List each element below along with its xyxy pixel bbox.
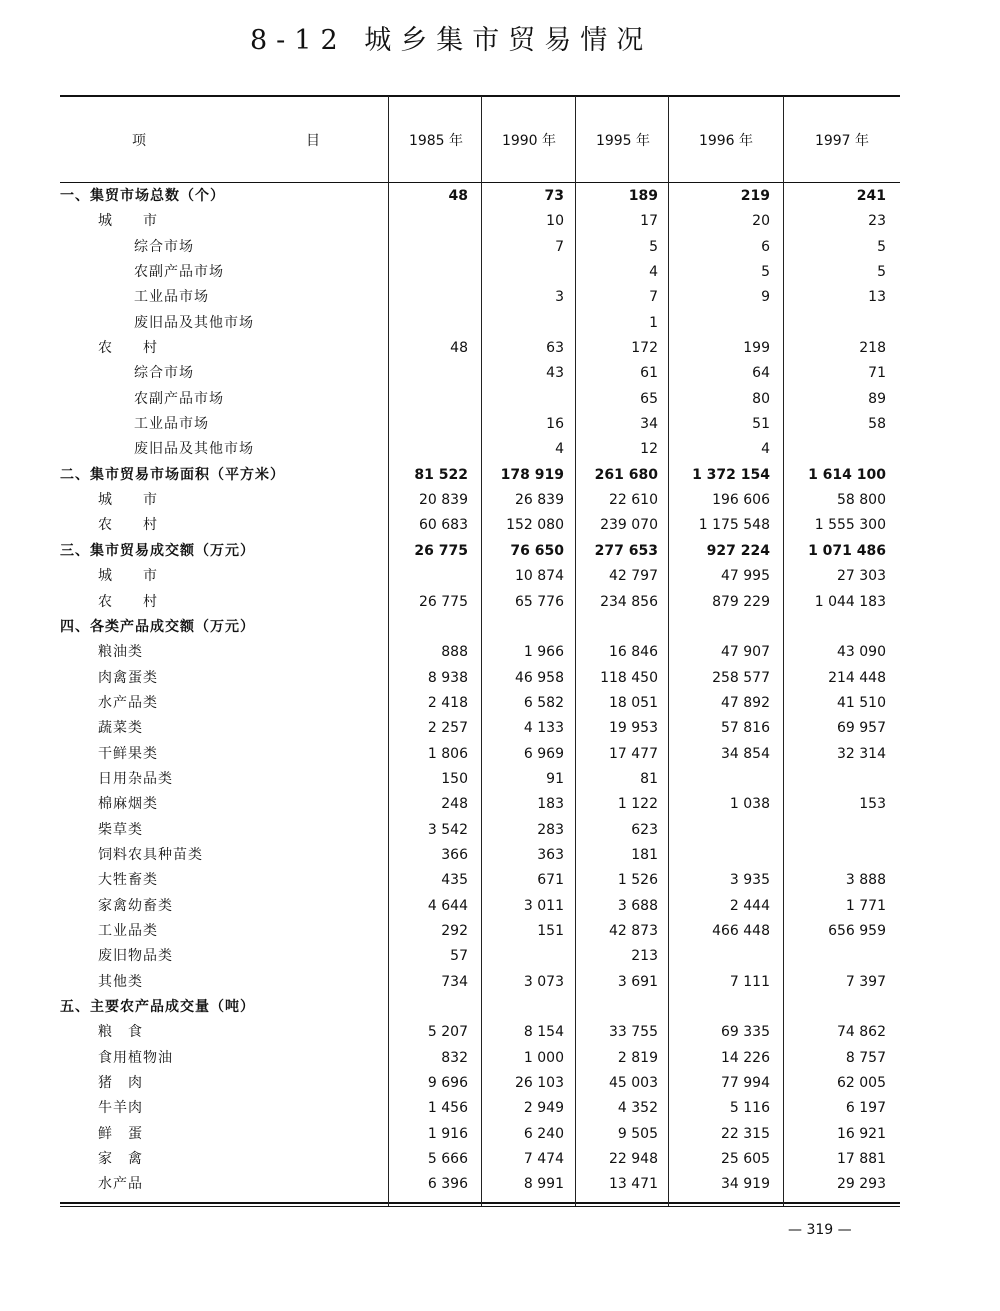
table-row xyxy=(60,1020,900,1045)
row-value: 1 526 xyxy=(617,872,658,889)
row-value: 151 xyxy=(537,922,564,939)
table-row xyxy=(60,336,900,361)
header-item-right: 目 xyxy=(306,133,320,149)
row-label: 二、集市贸易市场面积（平方米） xyxy=(60,466,285,483)
row-value: 13 xyxy=(868,289,886,306)
table-row xyxy=(60,919,900,944)
row-value: 5 666 xyxy=(427,1151,468,1168)
row-value: 213 xyxy=(631,948,658,965)
table-row xyxy=(60,513,900,538)
row-label: 鲜 蛋 xyxy=(98,1125,143,1142)
row-label: 城 市 xyxy=(98,568,158,585)
row-value: 5 207 xyxy=(427,1024,468,1041)
row-value: 435 xyxy=(441,872,468,889)
table-row xyxy=(60,944,900,969)
row-value: 26 775 xyxy=(414,542,468,559)
table-header-rule xyxy=(60,182,900,183)
year-header-1997: 1997 年 xyxy=(814,133,870,149)
row-value: 9 696 xyxy=(427,1075,468,1092)
row-value: 13 471 xyxy=(609,1176,658,1193)
row-label: 综合市场 xyxy=(134,238,194,255)
row-value: 34 854 xyxy=(721,745,770,762)
row-label: 城 市 xyxy=(98,213,158,230)
row-value: 734 xyxy=(441,973,468,990)
table-row xyxy=(60,666,900,691)
table-body xyxy=(60,184,900,1198)
row-value: 258 577 xyxy=(712,669,770,686)
row-value: 5 xyxy=(649,238,658,255)
year-header-1996: 1996 年 xyxy=(698,133,754,149)
table-row xyxy=(60,1122,900,1147)
row-value: 74 862 xyxy=(837,1024,886,1041)
row-label: 家 禽 xyxy=(98,1151,143,1168)
table-row xyxy=(60,1071,900,1096)
table-row xyxy=(60,285,900,310)
row-value: 5 xyxy=(877,264,886,281)
row-value: 1 806 xyxy=(427,745,468,762)
row-value: 248 xyxy=(441,796,468,813)
row-value: 62 005 xyxy=(837,1075,886,1092)
row-value: 363 xyxy=(537,846,564,863)
row-value: 5 xyxy=(761,264,770,281)
row-value: 65 xyxy=(640,390,658,407)
row-value: 17 477 xyxy=(609,745,658,762)
row-value: 4 xyxy=(649,264,658,281)
row-value: 6 240 xyxy=(523,1125,564,1142)
row-label: 猪 肉 xyxy=(98,1075,143,1092)
row-value: 22 315 xyxy=(721,1125,770,1142)
row-value: 2 819 xyxy=(617,1049,658,1066)
row-value: 1 xyxy=(649,314,658,331)
row-value: 623 xyxy=(631,821,658,838)
row-value: 214 448 xyxy=(828,669,886,686)
table-row xyxy=(60,260,900,285)
year-header-1985: 1985 年 xyxy=(408,133,464,149)
row-label: 其他类 xyxy=(98,973,143,990)
row-value: 63 xyxy=(546,340,564,357)
row-value: 1 038 xyxy=(729,796,770,813)
row-value: 46 958 xyxy=(515,669,564,686)
row-value: 4 133 xyxy=(523,720,564,737)
row-value: 6 969 xyxy=(523,745,564,762)
row-label: 蔬菜类 xyxy=(98,720,143,737)
row-label: 水产品类 xyxy=(98,694,158,711)
row-value: 3 888 xyxy=(845,872,886,889)
row-value: 26 103 xyxy=(515,1075,564,1092)
row-label: 工业品市场 xyxy=(134,416,209,433)
row-value: 9 xyxy=(761,289,770,306)
row-value: 34 xyxy=(640,416,658,433)
row-value: 1 456 xyxy=(427,1100,468,1117)
row-label: 农 村 xyxy=(98,340,158,357)
row-value: 888 xyxy=(441,644,468,661)
row-value: 4 352 xyxy=(617,1100,658,1117)
row-value: 3 688 xyxy=(617,897,658,914)
row-value: 1 555 300 xyxy=(814,517,886,534)
row-value: 3 073 xyxy=(523,973,564,990)
row-value: 1 071 486 xyxy=(808,542,886,559)
table-row xyxy=(60,742,900,767)
page-number: — 319 — xyxy=(788,1222,852,1238)
row-value: 64 xyxy=(752,365,770,382)
row-value: 65 776 xyxy=(515,593,564,610)
row-value: 9 505 xyxy=(617,1125,658,1142)
row-value: 1 771 xyxy=(845,897,886,914)
row-value: 45 003 xyxy=(609,1075,658,1092)
row-label: 农副产品市场 xyxy=(134,390,224,407)
table-row xyxy=(60,1172,900,1197)
row-value: 16 846 xyxy=(609,644,658,661)
row-value: 218 xyxy=(859,340,886,357)
row-value: 34 919 xyxy=(721,1176,770,1193)
row-value: 6 582 xyxy=(523,694,564,711)
row-value: 6 xyxy=(761,238,770,255)
row-value: 832 xyxy=(441,1049,468,1066)
row-value: 26 839 xyxy=(515,492,564,509)
row-value: 2 444 xyxy=(729,897,770,914)
row-value: 48 xyxy=(450,340,468,357)
row-value: 189 xyxy=(628,188,658,204)
row-label: 五、主要农产品成交量（吨） xyxy=(60,999,255,1015)
row-label: 三、集市贸易成交额（万元） xyxy=(60,542,255,559)
row-label: 农 村 xyxy=(98,517,158,534)
row-label: 一、集贸市场总数（个） xyxy=(60,188,225,204)
table-row xyxy=(60,412,900,437)
row-value: 261 680 xyxy=(594,466,658,483)
table-row xyxy=(60,463,900,488)
table-row xyxy=(60,970,900,995)
row-label: 肉禽蛋类 xyxy=(98,669,158,686)
row-value: 152 080 xyxy=(506,517,564,534)
row-value: 283 xyxy=(537,821,564,838)
row-value: 1 000 xyxy=(523,1049,564,1066)
row-value: 57 816 xyxy=(721,720,770,737)
row-label: 农 村 xyxy=(98,593,158,610)
table-row xyxy=(60,792,900,817)
table-row xyxy=(60,539,900,564)
row-value: 61 xyxy=(640,365,658,382)
table-row xyxy=(60,1096,900,1121)
row-value: 150 xyxy=(441,770,468,787)
table-row xyxy=(60,564,900,589)
row-value: 199 xyxy=(743,340,770,357)
row-value: 22 610 xyxy=(609,492,658,509)
table-row xyxy=(60,311,900,336)
row-value: 43 xyxy=(546,365,564,382)
table-row xyxy=(60,995,900,1020)
row-value: 2 257 xyxy=(427,720,468,737)
row-value: 5 116 xyxy=(729,1100,770,1117)
row-value: 1 372 154 xyxy=(692,466,770,483)
row-label: 柴草类 xyxy=(98,821,143,838)
row-value: 196 606 xyxy=(712,492,770,509)
row-value: 1 044 183 xyxy=(814,593,886,610)
row-value: 33 755 xyxy=(609,1024,658,1041)
row-value: 41 510 xyxy=(837,694,886,711)
row-label: 工业品市场 xyxy=(134,289,209,306)
row-value: 153 xyxy=(859,796,886,813)
row-value: 656 959 xyxy=(828,922,886,939)
row-label: 干鲜果类 xyxy=(98,745,158,762)
table-row xyxy=(60,361,900,386)
row-label: 废旧品及其他市场 xyxy=(134,314,254,331)
row-value: 3 935 xyxy=(729,872,770,889)
row-value: 17 881 xyxy=(837,1151,886,1168)
row-value: 118 450 xyxy=(600,669,658,686)
row-value: 71 xyxy=(868,365,886,382)
row-label: 工业品类 xyxy=(98,922,158,939)
table-bottom-rule xyxy=(60,1202,900,1204)
row-value: 7 xyxy=(555,238,564,255)
row-value: 181 xyxy=(631,846,658,863)
row-value: 42 873 xyxy=(609,922,658,939)
row-value: 10 874 xyxy=(515,568,564,585)
row-value: 47 892 xyxy=(721,694,770,711)
row-value: 27 303 xyxy=(837,568,886,585)
row-value: 91 xyxy=(546,770,564,787)
row-value: 2 418 xyxy=(427,694,468,711)
row-value: 17 xyxy=(640,213,658,230)
row-value: 3 011 xyxy=(523,897,564,914)
row-value: 366 xyxy=(441,846,468,863)
row-value: 47 907 xyxy=(721,644,770,661)
row-value: 5 xyxy=(877,238,886,255)
table-row xyxy=(60,843,900,868)
table-row xyxy=(60,1046,900,1071)
row-label: 废旧物品类 xyxy=(98,948,173,965)
row-value: 277 653 xyxy=(594,542,658,559)
table-row xyxy=(60,387,900,412)
row-value: 58 800 xyxy=(837,492,886,509)
row-value: 4 xyxy=(761,441,770,458)
row-value: 60 683 xyxy=(419,517,468,534)
row-value: 26 775 xyxy=(419,593,468,610)
row-value: 8 154 xyxy=(523,1024,564,1041)
row-value: 89 xyxy=(868,390,886,407)
row-value: 172 xyxy=(631,340,658,357)
row-value: 3 xyxy=(555,289,564,306)
row-value: 234 856 xyxy=(600,593,658,610)
row-label: 城 市 xyxy=(98,492,158,509)
row-label: 粮 食 xyxy=(98,1024,143,1041)
row-value: 7 397 xyxy=(845,973,886,990)
row-value: 43 090 xyxy=(837,644,886,661)
row-value: 671 xyxy=(537,872,564,889)
row-value: 19 953 xyxy=(609,720,658,737)
row-value: 81 xyxy=(640,770,658,787)
row-value: 879 229 xyxy=(712,593,770,610)
row-label: 饲料农具种苗类 xyxy=(98,846,203,863)
row-label: 粮油类 xyxy=(98,644,143,661)
table-row xyxy=(60,1147,900,1172)
row-value: 8 938 xyxy=(427,669,468,686)
row-value: 4 644 xyxy=(427,897,468,914)
row-value: 57 xyxy=(450,948,468,965)
row-value: 7 xyxy=(649,289,658,306)
table-row xyxy=(60,716,900,741)
row-value: 80 xyxy=(752,390,770,407)
row-value: 6 396 xyxy=(427,1176,468,1193)
table-row xyxy=(60,437,900,462)
row-value: 20 xyxy=(752,213,770,230)
row-label: 四、各类产品成交额（万元） xyxy=(60,618,255,635)
row-value: 6 197 xyxy=(845,1100,886,1117)
row-label: 棉麻烟类 xyxy=(98,796,158,813)
row-label: 综合市场 xyxy=(134,365,194,382)
table-row xyxy=(60,691,900,716)
row-value: 3 691 xyxy=(617,973,658,990)
table-row xyxy=(60,818,900,843)
row-value: 18 051 xyxy=(609,694,658,711)
row-value: 178 919 xyxy=(500,466,564,483)
row-value: 42 797 xyxy=(609,568,658,585)
row-value: 48 xyxy=(448,188,468,204)
row-label: 牛羊肉 xyxy=(98,1100,143,1117)
row-value: 29 293 xyxy=(837,1176,886,1193)
row-value: 1 916 xyxy=(427,1125,468,1142)
item-column-header xyxy=(60,96,388,182)
page-title: 8-12 城乡集市贸易情况 xyxy=(250,25,653,56)
row-value: 239 070 xyxy=(600,517,658,534)
row-value: 3 542 xyxy=(427,821,468,838)
row-value: 7 474 xyxy=(523,1151,564,1168)
table-row xyxy=(60,184,900,209)
table-row xyxy=(60,209,900,234)
row-value: 12 xyxy=(640,441,658,458)
row-value: 16 xyxy=(546,416,564,433)
row-value: 10 xyxy=(546,213,564,230)
row-label: 农副产品市场 xyxy=(134,264,224,281)
row-label: 家禽幼畜类 xyxy=(98,897,173,914)
table-row xyxy=(60,894,900,919)
row-value: 77 994 xyxy=(721,1075,770,1092)
table-row xyxy=(60,640,900,665)
table-row xyxy=(60,488,900,513)
row-value: 8 757 xyxy=(845,1049,886,1066)
row-label: 水产品 xyxy=(98,1176,143,1193)
row-value: 22 948 xyxy=(609,1151,658,1168)
row-value: 1 966 xyxy=(523,644,564,661)
row-value: 466 448 xyxy=(712,922,770,939)
row-value: 58 xyxy=(868,416,886,433)
row-value: 1 175 548 xyxy=(698,517,770,534)
row-value: 47 995 xyxy=(721,568,770,585)
table-row xyxy=(60,615,900,640)
row-value: 76 650 xyxy=(510,542,564,559)
table-bottom-rule-thin xyxy=(60,1206,900,1207)
year-header-1995: 1995 年 xyxy=(595,133,651,149)
row-value: 927 224 xyxy=(706,542,770,559)
row-value: 69 335 xyxy=(721,1024,770,1041)
row-value: 1 614 100 xyxy=(808,466,886,483)
row-value: 241 xyxy=(856,188,886,204)
row-value: 20 839 xyxy=(419,492,468,509)
row-label: 食用植物油 xyxy=(98,1049,173,1066)
row-value: 14 226 xyxy=(721,1049,770,1066)
row-value: 292 xyxy=(441,922,468,939)
row-label: 日用杂品类 xyxy=(98,770,173,787)
header-item-left: 项 xyxy=(132,133,146,149)
row-value: 16 921 xyxy=(837,1125,886,1142)
row-label: 大牲畜类 xyxy=(98,872,158,889)
row-value: 2 949 xyxy=(523,1100,564,1117)
row-value: 1 122 xyxy=(617,796,658,813)
row-value: 81 522 xyxy=(414,466,468,483)
row-value: 25 605 xyxy=(721,1151,770,1168)
year-header-1990: 1990 年 xyxy=(501,133,557,149)
row-value: 183 xyxy=(537,796,564,813)
row-value: 23 xyxy=(868,213,886,230)
row-value: 32 314 xyxy=(837,745,886,762)
row-value: 4 xyxy=(555,441,564,458)
row-value: 7 111 xyxy=(729,973,770,990)
row-value: 69 957 xyxy=(837,720,886,737)
row-value: 219 xyxy=(740,188,770,204)
row-value: 8 991 xyxy=(523,1176,564,1193)
table-row xyxy=(60,868,900,893)
row-label: 废旧品及其他市场 xyxy=(134,441,254,458)
table-row xyxy=(60,590,900,615)
table-row xyxy=(60,767,900,792)
row-value: 73 xyxy=(544,188,564,204)
table-row xyxy=(60,235,900,260)
row-value: 51 xyxy=(752,416,770,433)
